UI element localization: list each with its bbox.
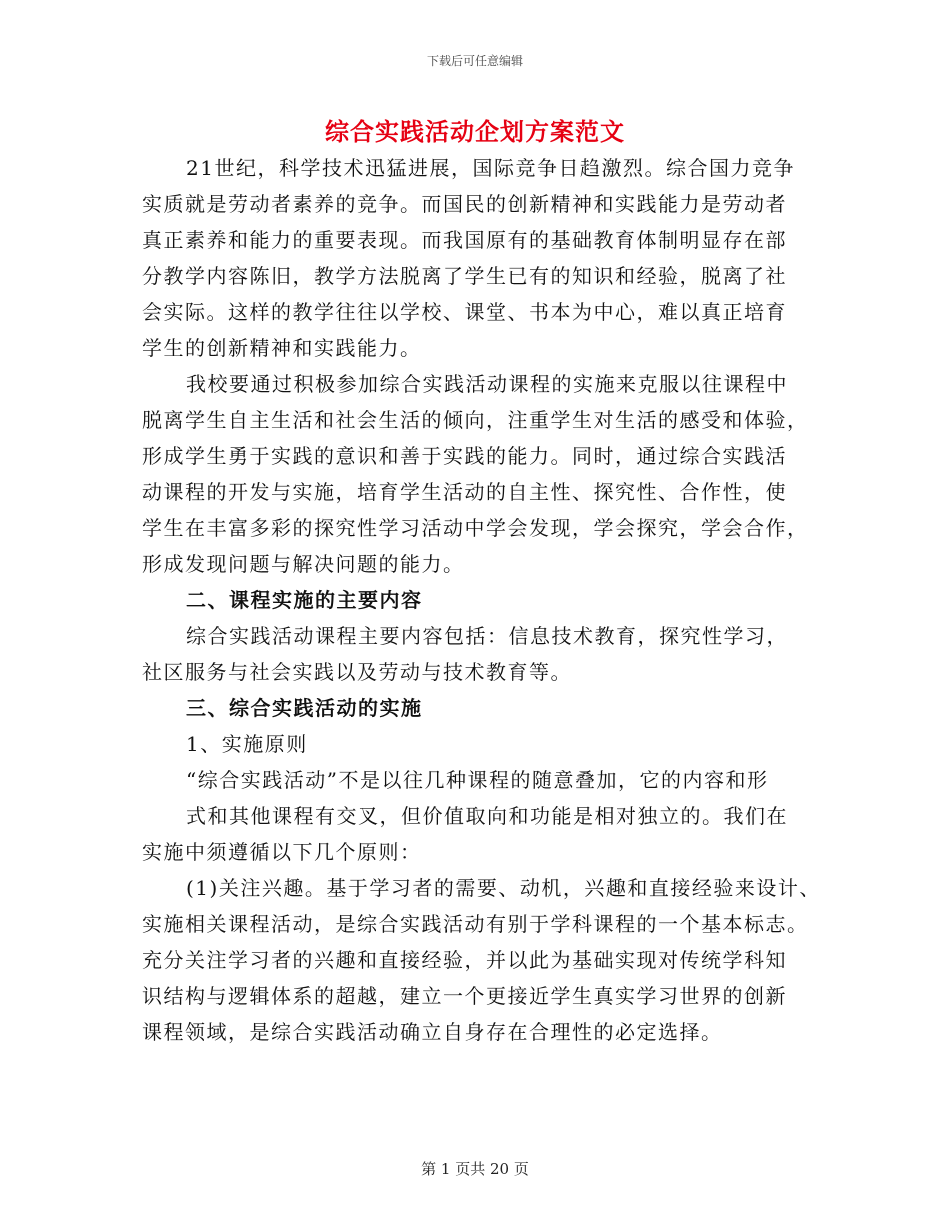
paragraph-line: 分教学内容陈旧，教学方法脱离了学生已有的知识和经验，脱离了社	[142, 264, 787, 288]
paragraph-line: 识结构与逻辑体系的超越，建立一个更接近学生真实学习世界的创新	[142, 984, 787, 1008]
paragraph-line: 实质就是劳动者素养的竞争。而国民的创新精神和实践能力是劳动者	[142, 192, 787, 216]
paragraph-line: 真正素养和能力的重要表现。而我国原有的基础教育体制明显存在部	[142, 228, 787, 252]
paragraph-line: (1)关注兴趣。基于学习者的需要、动机，兴趣和直接经验来设计、	[186, 876, 821, 900]
paragraph-line: 充分关注学习者的兴趣和直接经验，并以此为基础实现对传统学科知	[142, 948, 787, 972]
paragraph-line: 21世纪，科学技术迅猛进展，国际竞争日趋激烈。综合国力竞争	[186, 156, 795, 180]
document-title: 综合实践活动企划方案范文	[325, 117, 625, 146]
subsection-heading: 1、实施原则	[186, 732, 308, 756]
paragraph-line: 形成学生勇于实践的意识和善于实践的能力。同时，通过综合实践活	[142, 444, 787, 468]
paragraph-line: “综合实践活动”不是以往几种课程的随意叠加，它的内容和形	[186, 768, 769, 792]
paragraph-line: 式和其他课程有交叉，但价值取向和功能是相对独立的。我们在	[186, 804, 788, 828]
page-header: 下载后可任意编辑	[426, 54, 523, 68]
paragraph-line: 实施相关课程活动，是综合实践活动有别于学科课程的一个基本标志。	[142, 912, 809, 936]
paragraph-line: 课程领域，是综合实践活动确立自身存在合理性的必定选择。	[142, 1020, 723, 1044]
paragraph-line: 形成发现问题与解决问题的能力。	[142, 552, 465, 576]
section-heading: 三、综合实践活动的实施	[186, 696, 423, 720]
paragraph-line: 学生在丰富多彩的探究性学习活动中学会发现，学会探究，学会合作，	[142, 516, 809, 540]
paragraph-line: 脱离学生自主生活和社会生活的倾向，注重学生对生活的感受和体验，	[142, 408, 809, 432]
paragraph-line: 我校要通过积极参加综合实践活动课程的实施来克服以往课程中	[186, 372, 788, 396]
paragraph-line: 实施中须遵循以下几个原则：	[142, 840, 422, 864]
paragraph-line: 社区服务与社会实践以及劳动与技术教育等。	[142, 660, 572, 684]
paragraph-line: 综合实践活动课程主要内容包括：信息技术教育，探究性学习，	[186, 624, 788, 648]
paragraph-line: 动课程的开发与实施，培育学生活动的自主性、探究性、合作性，使	[142, 480, 787, 504]
section-heading: 二、课程实施的主要内容	[186, 588, 423, 612]
paragraph-line: 会实际。这样的教学往往以学校、课堂、书本为中心，难以真正培育	[142, 300, 787, 324]
paragraph-line: 学生的创新精神和实践能力。	[142, 336, 422, 360]
document-body	[142, 150, 822, 1050]
page-footer: 第 1 页共 20 页	[421, 1160, 529, 1178]
